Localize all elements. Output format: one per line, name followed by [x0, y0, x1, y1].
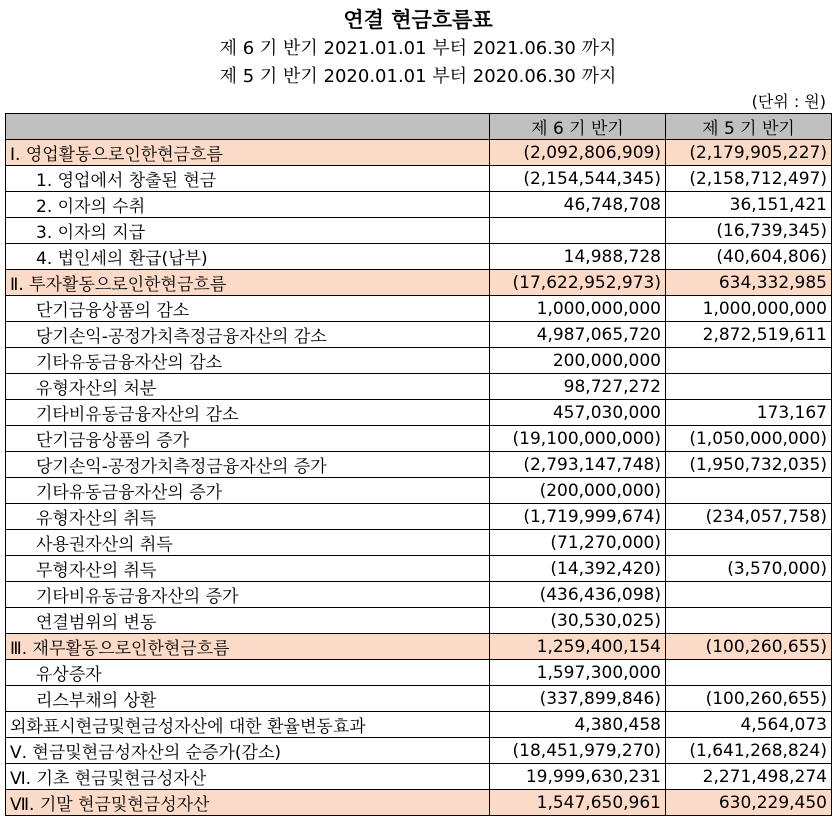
statement-header	[0, 0, 836, 114]
row-prior	[666, 374, 832, 400]
row-label: 단기금융상품의 증가	[6, 426, 490, 452]
row-current: 1,000,000,000	[490, 296, 666, 322]
row-label: 4. 법인세의 환급(납부)	[6, 244, 490, 270]
row-current: (2,092,806,909)	[490, 140, 666, 166]
row-current: (1,719,999,674)	[490, 504, 666, 530]
row-prior: (100,260,655)	[666, 686, 832, 712]
table-row	[6, 608, 832, 634]
cash-flow-table	[5, 113, 832, 816]
row-label: 기타유동금융자산의 증가	[6, 478, 490, 504]
table-row	[6, 478, 832, 504]
row-label: Ⅵ. 기초 현금및현금성자산	[6, 764, 490, 790]
row-label: 유상증자	[6, 660, 490, 686]
row-label: 외화표시현금및현금성자산에 대한 환율변동효과	[6, 712, 490, 738]
row-label: 3. 이자의 지급	[6, 218, 490, 244]
row-prior	[666, 530, 832, 556]
row-label: 당기손익-공정가치측정금융자산의 감소	[6, 322, 490, 348]
row-prior: (3,570,000)	[666, 556, 832, 582]
row-current: (2,793,147,748)	[490, 452, 666, 478]
row-label: 당기손익-공정가치측정금융자산의 증가	[6, 452, 490, 478]
row-prior	[666, 582, 832, 608]
table-row	[6, 530, 832, 556]
row-prior: (234,057,758)	[666, 504, 832, 530]
table-row	[6, 764, 832, 790]
row-label: Ⅶ. 기말 현금및현금성자산	[6, 790, 490, 816]
row-current: (436,436,098)	[490, 582, 666, 608]
row-current: 4,380,458	[490, 712, 666, 738]
table-row	[6, 712, 832, 738]
row-label: 리스부채의 상환	[6, 686, 490, 712]
row-prior: 2,271,498,274	[666, 764, 832, 790]
table-row	[6, 166, 832, 192]
header-prior: 제 5 기 반기	[666, 114, 832, 140]
row-current: (2,154,544,345)	[490, 166, 666, 192]
row-prior: 630,229,450	[666, 790, 832, 816]
row-label: 단기금융상품의 감소	[6, 296, 490, 322]
table-row	[6, 374, 832, 400]
row-label: Ⅴ. 현금및현금성자산의 순증가(감소)	[6, 738, 490, 764]
row-label: 유형자산의 처분	[6, 374, 490, 400]
row-current: (30,530,025)	[490, 608, 666, 634]
row-current: (71,270,000)	[490, 530, 666, 556]
row-label: 기타비유동금융자산의 감소	[6, 400, 490, 426]
row-prior: (1,950,732,035)	[666, 452, 832, 478]
table-row	[6, 244, 832, 270]
row-prior: 634,332,985	[666, 270, 832, 296]
row-prior: (16,739,345)	[666, 218, 832, 244]
statement-title: 연결 현금흐름표	[343, 7, 493, 32]
row-current: (19,100,000,000)	[490, 426, 666, 452]
period-current: 제 6 기 반기 2021.01.01 부터 2021.06.30 까지	[219, 38, 617, 59]
row-current: 46,748,708	[490, 192, 666, 218]
row-current: 4,987,065,720	[490, 322, 666, 348]
row-prior	[666, 478, 832, 504]
row-prior: 1,000,000,000	[666, 296, 832, 322]
row-label: 2. 이자의 수취	[6, 192, 490, 218]
table-row	[6, 400, 832, 426]
header-label	[6, 114, 490, 140]
row-prior: (40,604,806)	[666, 244, 832, 270]
row-current	[490, 218, 666, 244]
row-current: 14,988,728	[490, 244, 666, 270]
table-row	[6, 452, 832, 478]
row-label: 유형자산의 취득	[6, 504, 490, 530]
row-label: Ⅰ. 영업활동으로인한현금흐름	[6, 140, 490, 166]
row-prior: 36,151,421	[666, 192, 832, 218]
row-prior	[666, 660, 832, 686]
table-row	[6, 296, 832, 322]
row-label: Ⅲ. 재무활동으로인한현금흐름	[6, 634, 490, 660]
row-prior: (1,641,268,824)	[666, 738, 832, 764]
table-row	[6, 686, 832, 712]
table-row	[6, 504, 832, 530]
row-prior	[666, 348, 832, 374]
row-prior: 4,564,073	[666, 712, 832, 738]
row-label: 무형자산의 취득	[6, 556, 490, 582]
table-row	[6, 634, 832, 660]
row-label: 사용권자산의 취득	[6, 530, 490, 556]
header-current: 제 6 기 반기	[490, 114, 666, 140]
row-prior: 173,167	[666, 400, 832, 426]
row-current: 200,000,000	[490, 348, 666, 374]
row-current: (14,392,420)	[490, 556, 666, 582]
row-current: (17,622,952,973)	[490, 270, 666, 296]
table-header-row	[6, 114, 832, 140]
row-label: 1. 영업에서 창출된 현금	[6, 166, 490, 192]
row-current: (18,451,979,270)	[490, 738, 666, 764]
table-row	[6, 322, 832, 348]
row-prior: (1,050,000,000)	[666, 426, 832, 452]
row-current: 19,999,630,231	[490, 764, 666, 790]
table-row	[6, 348, 832, 374]
row-current: 1,597,300,000	[490, 660, 666, 686]
table-row	[6, 556, 832, 582]
table-row	[6, 270, 832, 296]
table-row	[6, 582, 832, 608]
row-label: Ⅱ. 투자활동으로인한현금흐름	[6, 270, 490, 296]
row-prior: 2,872,519,611	[666, 322, 832, 348]
row-prior	[666, 608, 832, 634]
table-row	[6, 738, 832, 764]
row-label: 기타유동금융자산의 감소	[6, 348, 490, 374]
row-current: 98,727,272	[490, 374, 666, 400]
row-prior: (100,260,655)	[666, 634, 832, 660]
row-current: 1,547,650,961	[490, 790, 666, 816]
row-current: (200,000,000)	[490, 478, 666, 504]
table-row	[6, 790, 832, 816]
table-row	[6, 660, 832, 686]
row-current: 457,030,000	[490, 400, 666, 426]
unit-label: (단위 : 원)	[751, 92, 826, 111]
row-current: 1,259,400,154	[490, 634, 666, 660]
row-label: 연결범위의 변동	[6, 608, 490, 634]
table-row	[6, 140, 832, 166]
row-prior: (2,158,712,497)	[666, 166, 832, 192]
table-row	[6, 192, 832, 218]
period-prior: 제 5 기 반기 2020.01.01 부터 2020.06.30 까지	[219, 66, 617, 87]
row-label: 기타비유동금융자산의 증가	[6, 582, 490, 608]
row-prior: (2,179,905,227)	[666, 140, 832, 166]
table-row	[6, 218, 832, 244]
row-current: (337,899,846)	[490, 686, 666, 712]
table-row	[6, 426, 832, 452]
